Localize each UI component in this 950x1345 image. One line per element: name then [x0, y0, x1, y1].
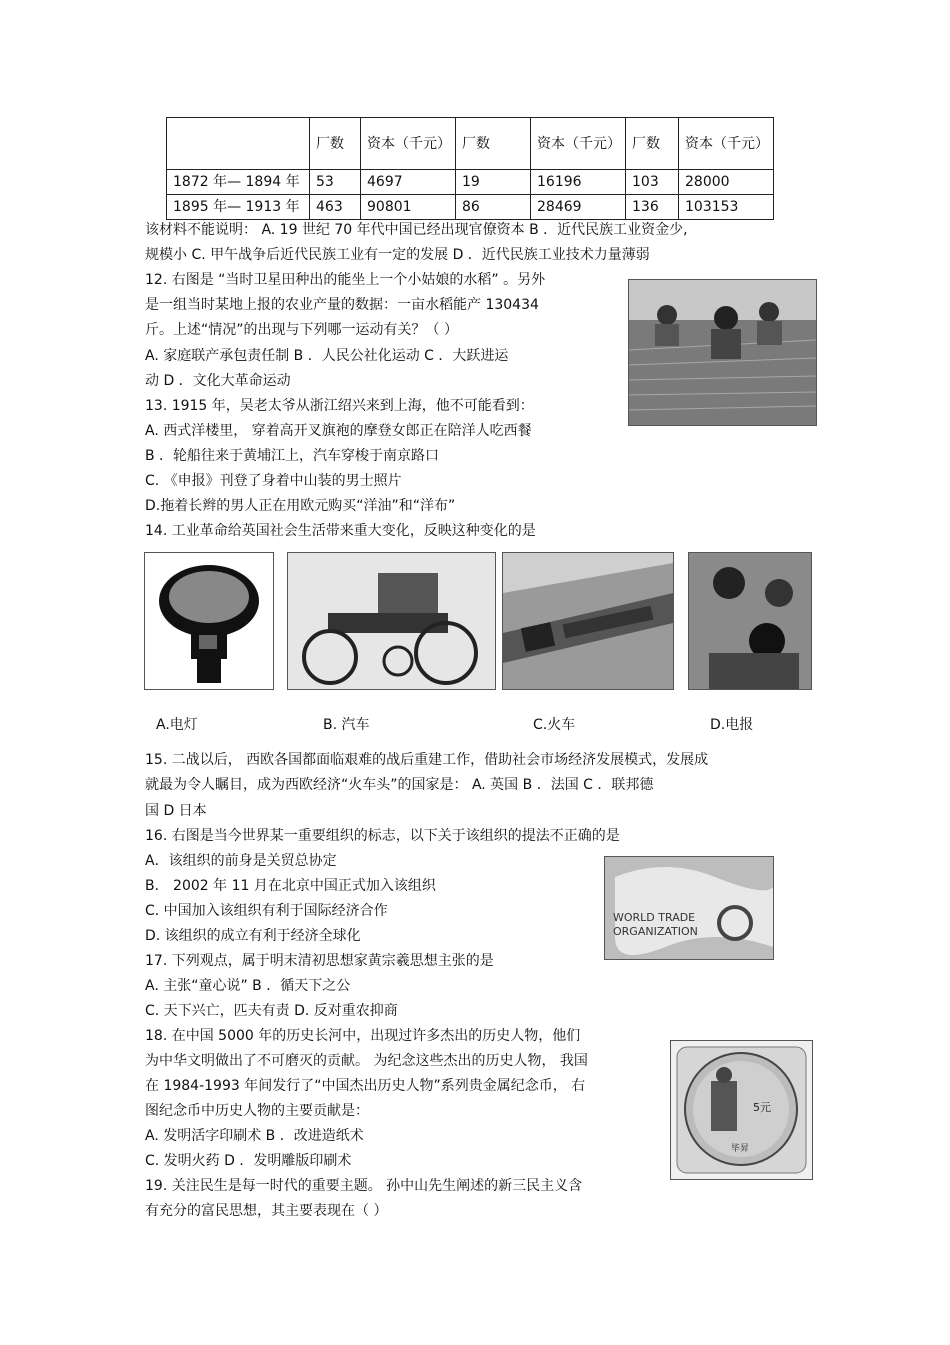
table-row [167, 170, 774, 195]
rice-field-photo [628, 279, 817, 426]
text-line: 为中华文明做出了不可磨灭的贡献。 为纪念这些杰出的历史人物， 我国 [145, 1053, 588, 1069]
text-line: 斤。上述“情况”的出现与下列哪一运动有关？（ ） [145, 322, 458, 338]
table-cell: 19 [456, 170, 531, 195]
text-line: 就最为令人瞩目，成为西欧经济“火车头”的国家是： A. 英国 B ．法国 C ．联邦德 [145, 777, 654, 793]
table-cell: 28469 [531, 195, 626, 220]
text-line: 18. 在中国 5000 年的历史长河中，出现过许多杰出的历史人物，他们 [145, 1028, 581, 1044]
caption-a: A.电灯 [156, 717, 198, 733]
telegraph-image [688, 552, 812, 690]
text-line: C. 发明火药 D ．发明雕版印刷术 [145, 1153, 352, 1169]
text-line: 14. 工业革命给英国社会生活带来重大变化，反映这种变化的是 [145, 523, 536, 539]
industry-table [166, 117, 774, 220]
table-cell: 86 [456, 195, 531, 220]
text-line: 在 1984-1993 年间发行了“中国杰出历史人物”系列贵金属纪念币， 右 [145, 1078, 586, 1094]
table-row [167, 195, 774, 220]
commemorative-coin-image [670, 1040, 813, 1180]
table-cell: 28000 [679, 170, 774, 195]
text-line: B． 2002 年 11 月在北京中国正式加入该组织 [145, 878, 436, 894]
header-cell: 厂数 [456, 118, 531, 170]
coin-name: 毕昇 [731, 1144, 750, 1154]
text-line: 17. 下列观点，属于明末清初思想家黄宗羲思想主张的是 [145, 953, 494, 969]
table-cell: 463 [310, 195, 361, 220]
text-line: D.拖着长辫的男人正在用欧元购买“洋油”和“洋布” [145, 498, 456, 514]
text-line: 13. 1915 年，吴老太爷从浙江绍兴来到上海，他不可能看到： [145, 398, 534, 414]
caption-d: D.电报 [710, 717, 754, 733]
header-cell: 资本（千元） [531, 118, 626, 170]
header-cell: 厂数 [310, 118, 361, 170]
caption-c: C.火车 [533, 717, 576, 733]
header-cell: 资本（千元） [679, 118, 774, 170]
table-cell: 103153 [679, 195, 774, 220]
text-line: A. 发明活字印刷术 B ．改进造纸术 [145, 1128, 364, 1144]
text-line: 图纪念币中历史人物的主要贡献是： [145, 1103, 369, 1119]
text-line: B ．轮船往来于黄埔江上，汽车穿梭于南京路口 [145, 448, 440, 464]
table-cell: 4697 [361, 170, 456, 195]
table-cell: 103 [626, 170, 679, 195]
train-image [502, 552, 674, 690]
text-line: 12. 右图是 “当时卫星田种出的能坐上一个小姑娘的水稻” 。另外 [145, 272, 546, 288]
header-cell: 资本（千元） [361, 118, 456, 170]
text-line: 规模小 C. 甲午战争后近代民族工业有一定的发展 D ．近代民族工业技术力量薄弱 [145, 247, 650, 263]
text-line: A. 西式洋楼里， 穿着高开叉旗袍的摩登女郎正在陪洋人吃西餐 [145, 423, 532, 439]
coin-value: 5元 [753, 1101, 771, 1114]
table-cell: 136 [626, 195, 679, 220]
table-cell: 1872 年— 1894 年 [167, 170, 310, 195]
wto-logo-line1: WORLD TRADE [613, 911, 696, 924]
text-line: 16. 右图是当今世界某一重要组织的标志，以下关于该组织的提法不正确的是 [145, 828, 620, 844]
text-line: 国 D 日本 [145, 803, 207, 819]
text-line: 有充分的富民思想，其主要表现在（ ） [145, 1203, 388, 1219]
early-car-image [287, 552, 496, 690]
text-line: 19. 关注民生是每一时代的重要主题。 孙中山先生阐述的新三民主义含 [145, 1178, 583, 1194]
header-cell [167, 118, 310, 170]
table-cell: 53 [310, 170, 361, 195]
text-line: 15. 二战以后， 西欧各国都面临艰难的战后重建工作，借助社会市场经济发展模式，发展成 [145, 752, 709, 768]
wto-logo-line2: ORGANIZATION [613, 925, 698, 938]
text-line: A. 家庭联产承包责任制 B ．人民公社化运动 C ．大跃进运 [145, 348, 509, 364]
text-line: D. 该组织的成立有利于经济全球化 [145, 928, 361, 944]
wto-logo-image [604, 856, 774, 960]
light-bulb-image [144, 552, 274, 690]
text-line: 该材料不能说明： A. 19 世纪 70 年代中国已经出现官僚资本 B ．近代民族工业资金少, [145, 222, 688, 238]
caption-b: B. 汽车 [323, 717, 370, 733]
text-line: A．该组织的前身是关贸总协定 [145, 853, 337, 869]
table-cell: 16196 [531, 170, 626, 195]
text-line: C. 天下兴亡，匹夫有责 D. 反对重农抑商 [145, 1003, 398, 1019]
text-line: 动 D ．文化大革命运动 [145, 373, 291, 389]
text-line: 是一组当时某地上报的农业产量的数据：一亩水稻能产 130434 [145, 297, 539, 313]
table-cell: 1895 年— 1913 年 [167, 195, 310, 220]
table-cell: 90801 [361, 195, 456, 220]
header-cell: 厂数 [626, 118, 679, 170]
text-line: C. 《申报》刊登了身着中山装的男士照片 [145, 473, 402, 489]
text-line: C. 中国加入该组织有利于国际经济合作 [145, 903, 388, 919]
text-line: A. 主张“童心说” B ．循天下之公 [145, 978, 351, 994]
